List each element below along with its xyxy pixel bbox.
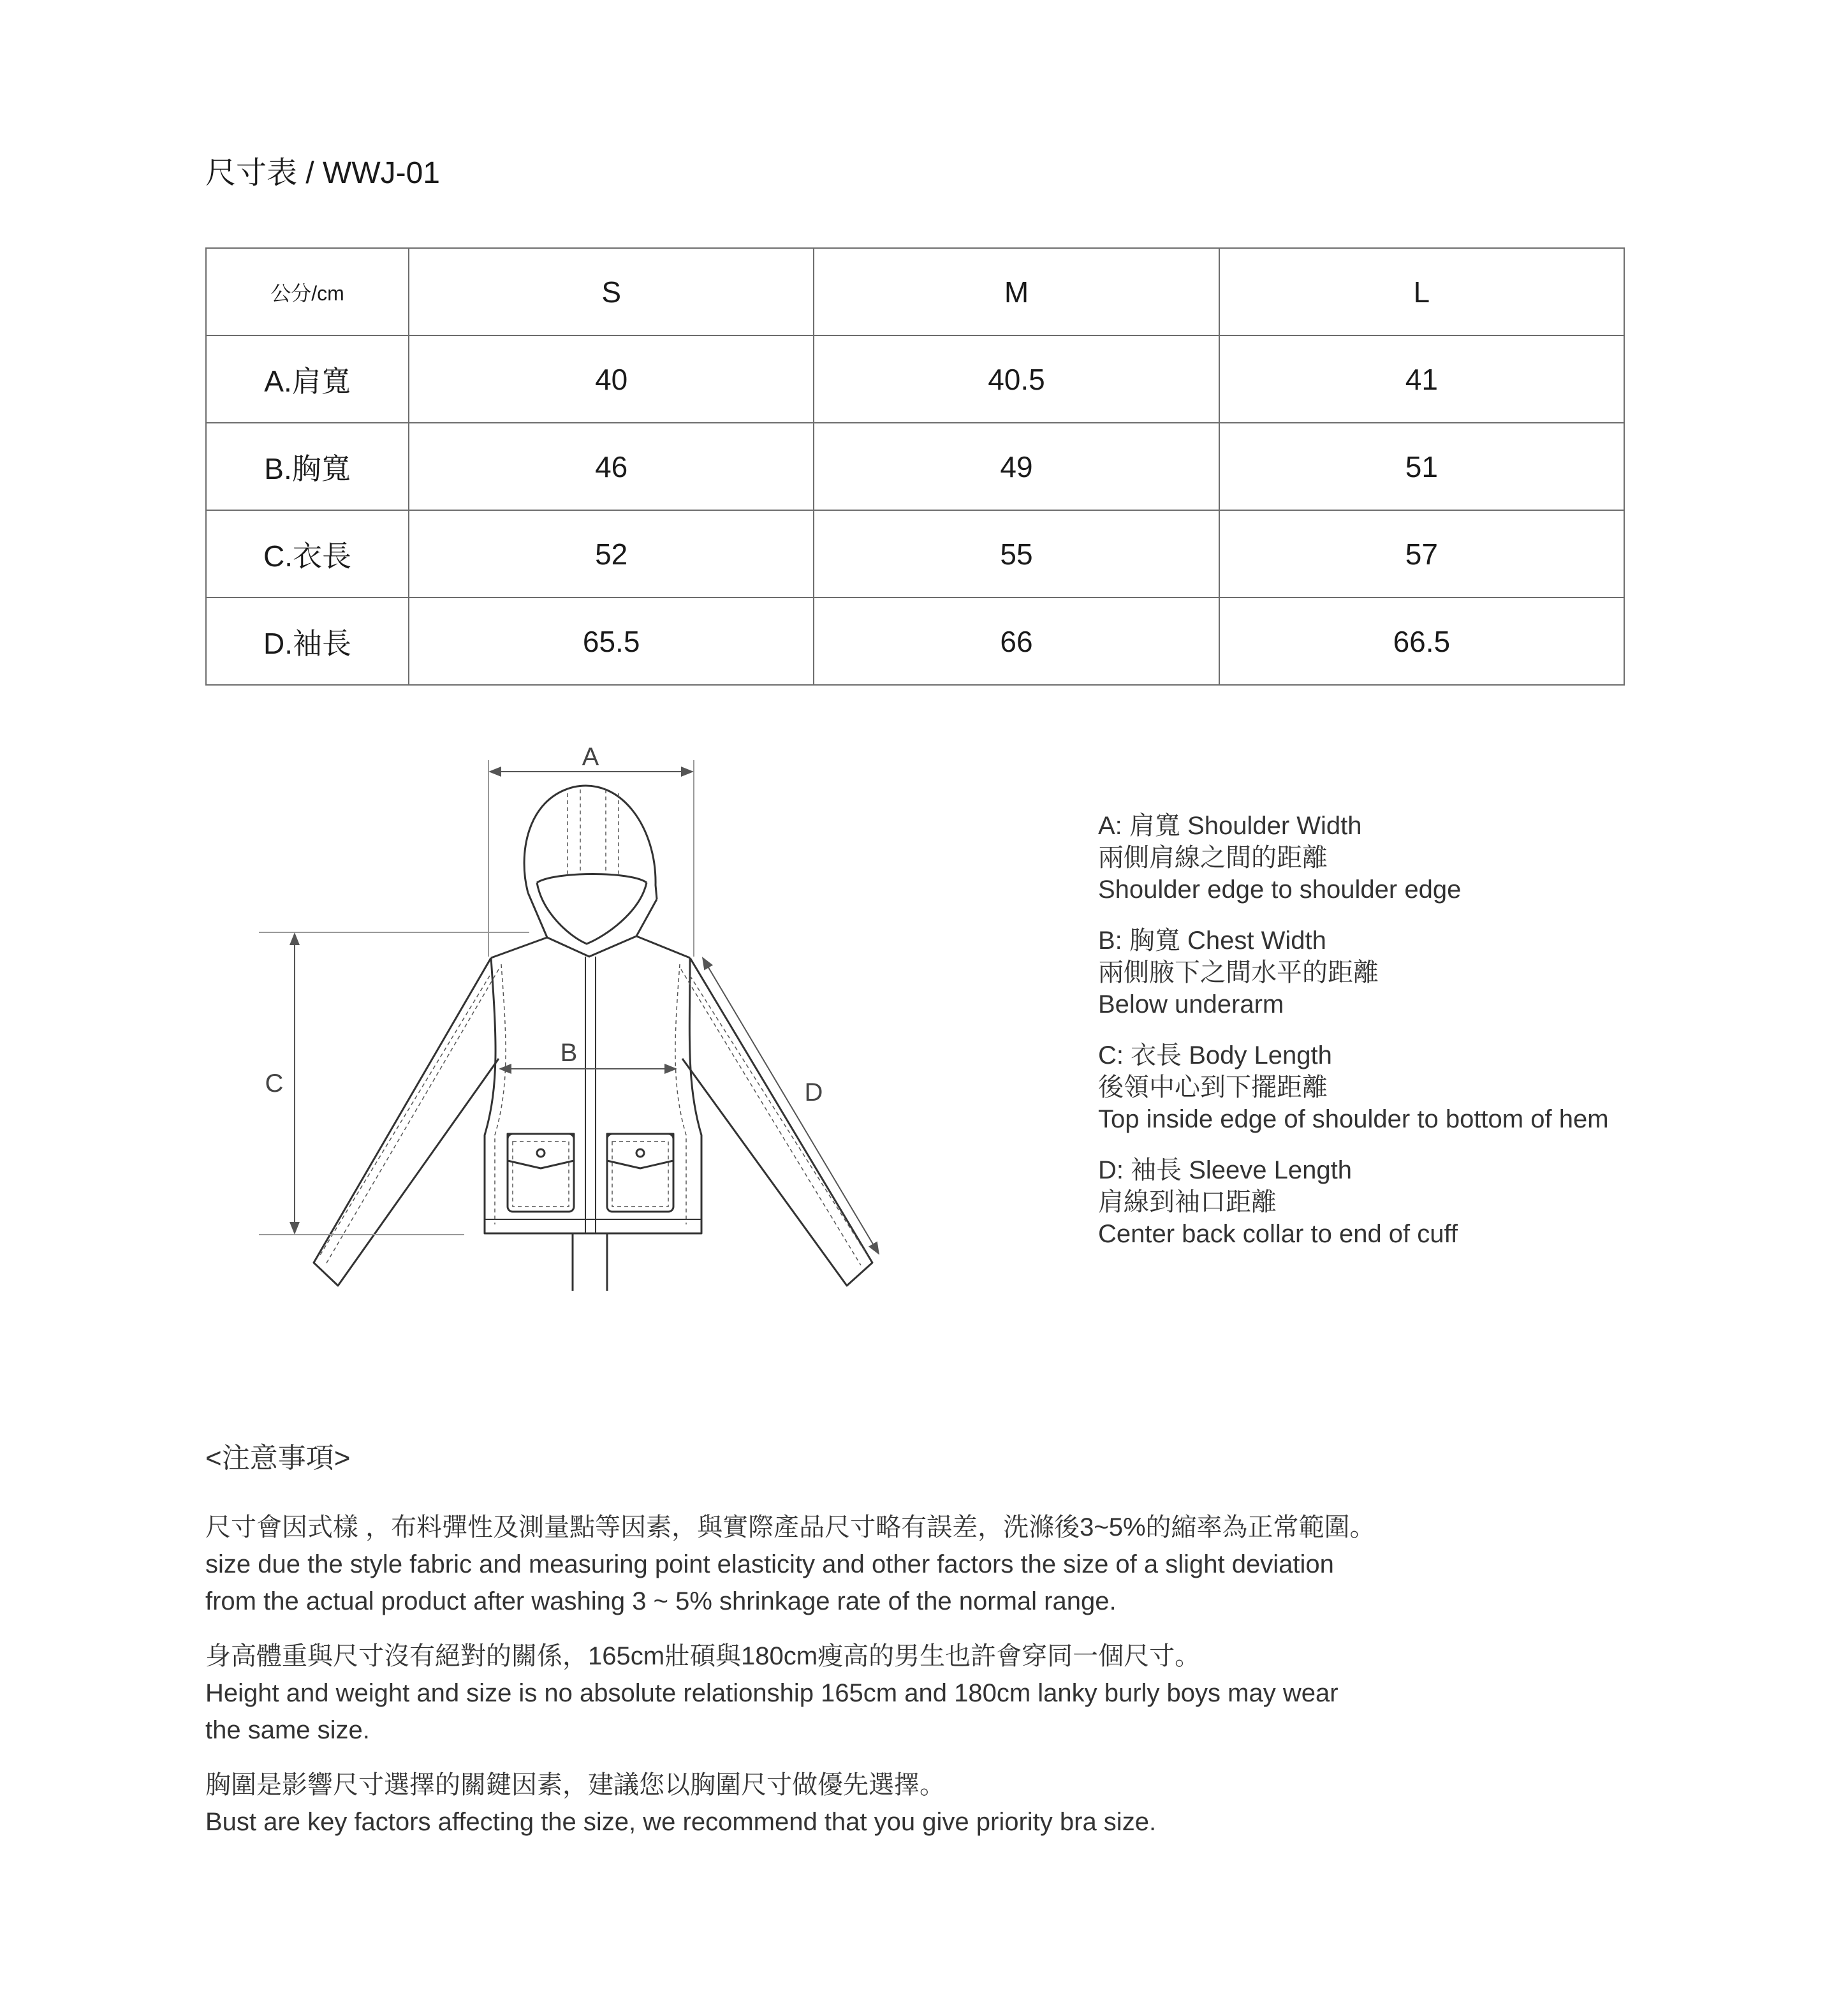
note-zh: 尺寸會因式樣 ，布料彈性及測量點等因素，與實際產品尺寸略有誤差，洗滌後3~5%的縮率為正常範圍。 [205, 1513, 1375, 1541]
note-paragraph [205, 1509, 1672, 1620]
legend-zh: 兩側腋下之間水平的距離 [1098, 958, 1379, 987]
note-paragraph [205, 1638, 1672, 1749]
notes-heading: <注意事項> [205, 1443, 351, 1474]
note-en: the same size. [205, 1716, 370, 1744]
legend-zh: 兩側肩線之間的距離 [1098, 844, 1328, 872]
diagram-label-d: D [804, 1078, 823, 1106]
table-cell: 46 [409, 423, 814, 510]
legend-item-d [1098, 1154, 1800, 1250]
table-row [206, 423, 1624, 510]
row-label: A.肩寬 [206, 335, 409, 423]
size-header-l: L [1219, 248, 1624, 335]
legend-en: Center back collar to end of cuff [1098, 1220, 1458, 1248]
table-cell: 52 [409, 510, 814, 598]
legend-en: Shoulder edge to shoulder edge [1098, 876, 1462, 904]
table-cell: 40 [409, 335, 814, 423]
note-en: Bust are key factors affecting the size, we recommend that you give priority bra size. [205, 1808, 1157, 1836]
legend-item-a [1098, 810, 1800, 906]
legend-title: A: 肩寬 Shoulder Width [1098, 812, 1362, 840]
row-label: D.袖長 [206, 598, 409, 685]
note-zh: 胸圍是影響尺寸選擇的關鍵因素，建議您以胸圍尺寸做優先選擇。 [205, 1771, 945, 1799]
table-cell: 41 [1219, 335, 1624, 423]
table-header-row [206, 248, 1624, 335]
note-en: from the actual product after washing 3 ~ 5% shrinkage rate of the normal range. [205, 1587, 1117, 1615]
table-row [206, 335, 1624, 423]
note-en: Height and weight and size is no absolute relationship 165cm and 180cm lanky burly boys may wear [205, 1679, 1338, 1707]
note-zh: 身高體重與尺寸沒有絕對的關係，165cm壯碩與180cm瘦高的男生也許會穿同一個尺寸。 [205, 1642, 1201, 1670]
page-title: 尺寸表 / WWJ-01 [205, 156, 440, 190]
size-header-s: S [409, 248, 814, 335]
table-cell: 66.5 [1219, 598, 1624, 685]
table-cell: 65.5 [409, 598, 814, 685]
table-cell: 57 [1219, 510, 1624, 598]
size-table [205, 247, 1625, 686]
legend-item-b [1098, 925, 1800, 1020]
table-cell: 51 [1219, 423, 1624, 510]
table-row [206, 598, 1624, 685]
notes-section [205, 1435, 1672, 1858]
legend-zh: 肩線到袖口距離 [1098, 1188, 1277, 1216]
row-label: C.衣長 [206, 510, 409, 598]
legend-title: D: 袖長 Sleeve Length [1098, 1156, 1352, 1184]
row-label: B.胸寬 [206, 423, 409, 510]
table-cell: 40.5 [814, 335, 1219, 423]
diagram-label-a: A [582, 743, 599, 771]
table-cell: 49 [814, 423, 1219, 510]
measurement-legend [1098, 810, 1800, 1269]
table-cell: 66 [814, 598, 1219, 685]
legend-title: C: 衣長 Body Length [1098, 1041, 1332, 1069]
table-row [206, 510, 1624, 598]
legend-en: Top inside edge of shoulder to bottom of hem [1098, 1105, 1609, 1133]
diagram-label-b: B [560, 1039, 578, 1067]
legend-item-c [1098, 1039, 1800, 1135]
jacket-drawing [314, 786, 872, 1291]
unit-header: 公分/cm [206, 248, 409, 335]
jacket-measurement-diagram [242, 733, 906, 1307]
table-cell: 55 [814, 510, 1219, 598]
legend-title: B: 胸寬 Chest Width [1098, 927, 1326, 955]
legend-en: Below underarm [1098, 990, 1284, 1018]
note-paragraph [205, 1766, 1672, 1840]
legend-zh: 後領中心到下擺距離 [1098, 1073, 1328, 1101]
size-header-m: M [814, 248, 1219, 335]
diagram-label-c: C [265, 1069, 284, 1098]
note-en: size due the style fabric and measuring point elasticity and other factors the size of a slight deviation [205, 1550, 1334, 1578]
